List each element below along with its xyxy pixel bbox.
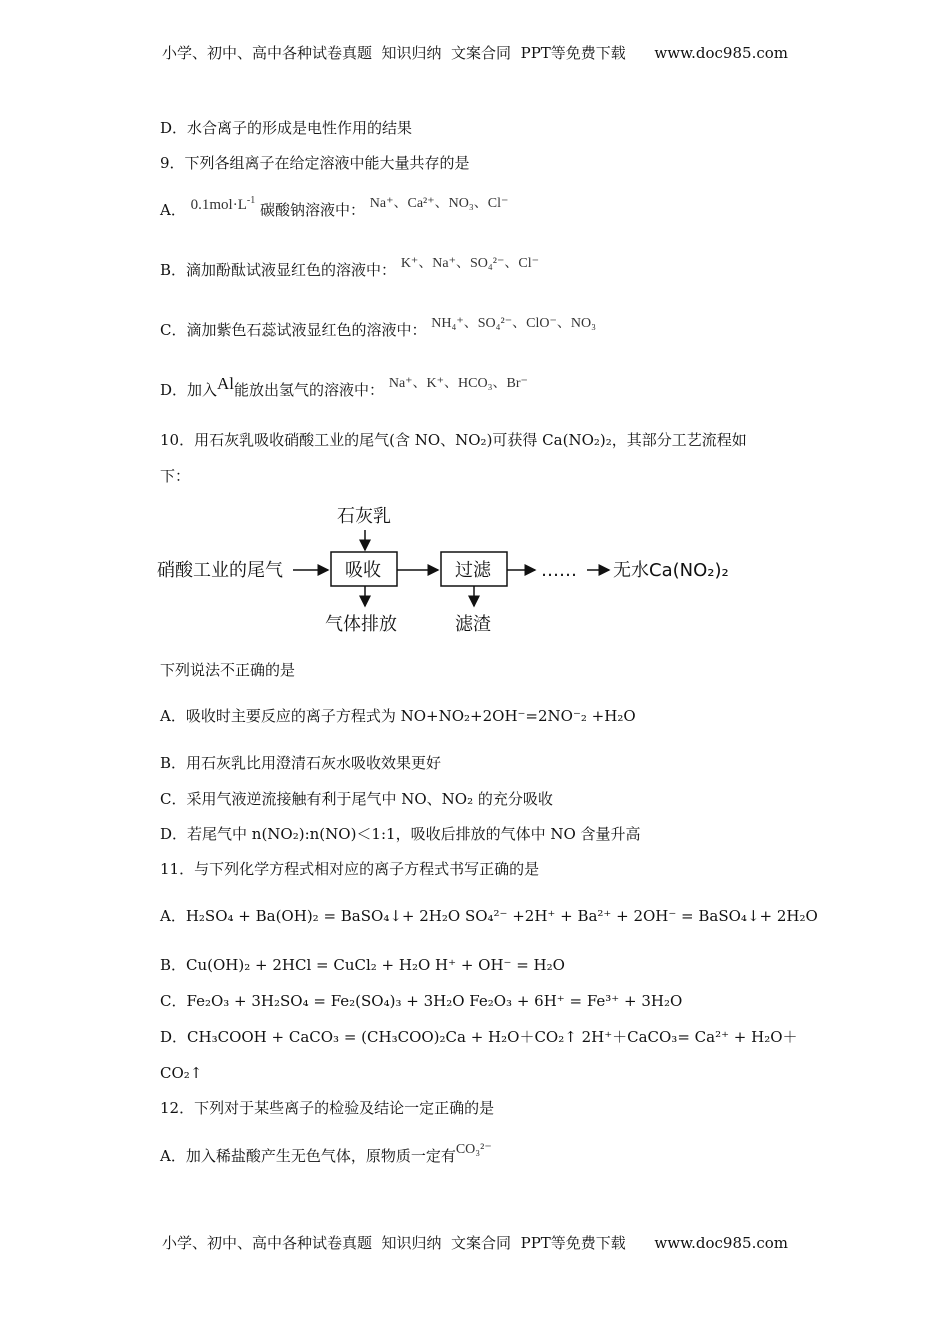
reagent-label: 石灰乳 bbox=[337, 506, 391, 527]
absorb-label: 吸收 bbox=[345, 560, 381, 581]
residue-label: 滤渣 bbox=[455, 614, 491, 635]
solution-text: 碳酸钠溶液中： bbox=[260, 201, 366, 219]
option-text: A．加入稀盐酸产生无色气体，原物质一定有 bbox=[160, 1147, 456, 1165]
question-10-line-2: 下： bbox=[160, 467, 191, 485]
question-9-option-a bbox=[160, 195, 509, 222]
question-11-option-b: B．Cu(OH)₂ + 2HCl = CuCl₂ + H₂O H⁺ + OH⁻ = H₂O bbox=[160, 956, 565, 974]
option-text: B．滴加酚酞试液显红色的溶液中： bbox=[160, 261, 397, 279]
ion-list: NH₄⁺、SO₄²⁻、ClO⁻、NO₃ bbox=[431, 316, 596, 331]
option-label: D．加入 bbox=[160, 381, 218, 399]
option-d-line: D．水合离子的形成是电性作用的结果 bbox=[160, 119, 413, 137]
filter-label: 过滤 bbox=[455, 560, 491, 581]
question-9-option-b bbox=[160, 256, 540, 282]
aluminum-symbol: Al bbox=[217, 374, 235, 393]
page-footer: 小学、初中、高中各种试卷真题 知识归纳 文案合同 PPT等免费下载 www.doc985.com bbox=[161, 1234, 788, 1252]
dots-label: …… bbox=[541, 560, 577, 581]
concentration bbox=[191, 197, 256, 213]
ion-list: Na⁺、K⁺、HCO₃、Br⁻ bbox=[388, 376, 528, 391]
question-10-option-a: A．吸收时主要反应的离子方程式为 NO+NO₂+2OH⁻=2NO⁻₂ +H₂O bbox=[160, 707, 636, 725]
question-9-option-d bbox=[160, 374, 528, 402]
concentration-value: 0.1mol·L bbox=[190, 197, 247, 213]
question-10-line-1: 10．用石灰乳吸收硝酸工业的尾气(含 NO、NO₂)可获得 Ca(NO₂)₂，其部分工艺流程如 bbox=[160, 431, 747, 449]
question-10-option-c: C．采用气液逆流接触有利于尾气中 NO、NO₂ 的充分吸收 bbox=[160, 790, 553, 808]
process-flowchart bbox=[155, 500, 755, 640]
question-11-option-d-line-2: CO₂↑ bbox=[160, 1064, 203, 1082]
question-11: 11．与下列化学方程式相对应的离子方程式书写正确的是 bbox=[160, 860, 540, 878]
question-11-option-d-line-1: D．CH₃COOH + CaCO₃ = (CH₃COO)₂Ca + H₂O＋CO₂↑ 2H⁺＋CaCO₃= Ca²⁺ + H₂O＋ bbox=[160, 1028, 798, 1046]
question-11-option-c: C．Fe₂O₃ + 3H₂SO₄ = Fe₂(SO₄)₃ + 3H₂O Fe₂O₃ + 6H⁺ = Fe³⁺ + 3H₂O bbox=[160, 992, 683, 1010]
page-header: 小学、初中、高中各种试卷真题 知识归纳 文案合同 PPT等免费下载 www.doc985.com bbox=[161, 44, 788, 62]
gas-label: 气体排放 bbox=[325, 614, 397, 635]
question-10-option-d: D．若尾气中 n(NO₂):n(NO)＜1:1，吸收后排放的气体中 NO 含量升高 bbox=[160, 825, 641, 843]
ion-label: CO₃²⁻ bbox=[455, 1142, 492, 1157]
question-10-prompt: 下列说法不正确的是 bbox=[160, 661, 296, 679]
ion-list: K⁺、Na⁺、SO₄²⁻、Cl⁻ bbox=[400, 256, 540, 271]
option-label: A． bbox=[160, 201, 186, 219]
question-10-option-b: B．用石灰乳比用澄清石灰水吸收效果更好 bbox=[160, 754, 442, 772]
question-9: 9．下列各组离子在给定溶液中能大量共存的是 bbox=[160, 154, 470, 172]
question-12-option-a bbox=[160, 1142, 492, 1168]
ion-list: Na⁺、Ca²⁺、NO₃、Cl⁻ bbox=[369, 196, 509, 211]
question-9-option-c bbox=[160, 316, 596, 342]
option-text: C．滴加紫色石蕊试液显红色的溶液中： bbox=[160, 321, 427, 339]
input-label: 硝酸工业的尾气 bbox=[157, 560, 283, 581]
question-11-option-a: A．H₂SO₄ + Ba(OH)₂ = BaSO₄↓+ 2H₂O SO₄²⁻ +2H⁺ + Ba²⁺ + 2OH⁻ = BaSO₄↓+ 2H₂O bbox=[160, 907, 818, 925]
concentration-exponent: -1 bbox=[246, 195, 256, 206]
question-12: 12．下列对于某些离子的检验及结论一定正确的是 bbox=[160, 1099, 495, 1117]
option-text: 能放出氢气的溶液中： bbox=[234, 381, 385, 399]
product-label: 无水Ca(NO₂)₂ bbox=[613, 560, 729, 581]
